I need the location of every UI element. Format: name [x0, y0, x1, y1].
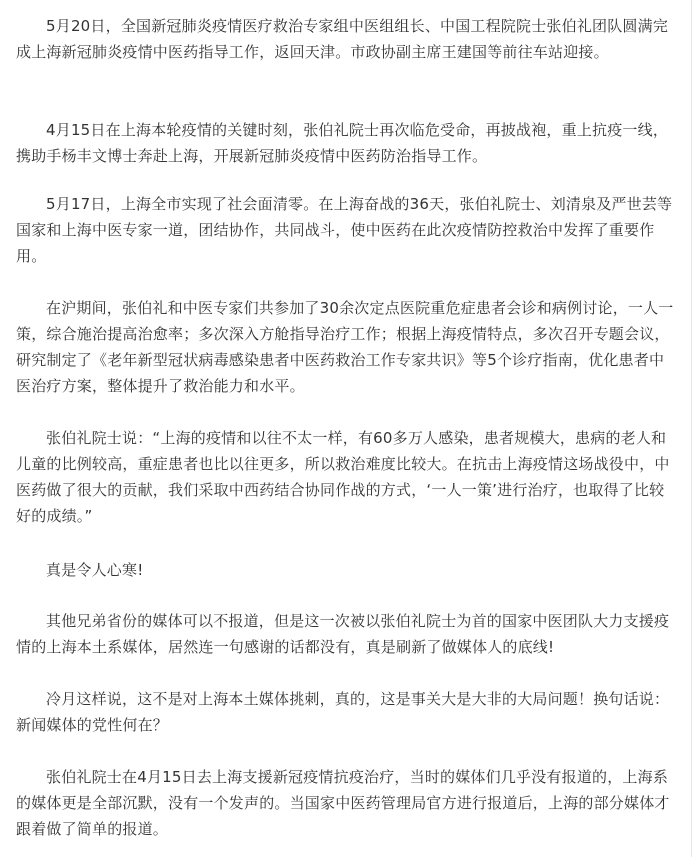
article-paragraph: 在沪期间，张伯礼和中医专家们共参加了30余次定点医院重危症患者会诊和病例讨论，一人一策，综合施治提高治愈率；多次深入方舱指导治疗工作；根据上海疫情特点，多次召开专题会议，研究制定了《老年新型冠状病毒感染患者中医药救治工作专家共识》等5个诊疗指南，优化患者中医治疗方案，整体提升了救治能力和水平。 [16, 299, 674, 395]
article-paragraph: 5月17日，上海全市实现了社会面清零。在上海奋战的36天，张伯礼院士、刘清泉及严世芸等国家和上海中医专家一道，团结协作，共同战斗，使中医药在此次疫情防控救治中发挥了重要作用。 [16, 195, 673, 265]
article-paragraph: 4月15日在上海本轮疫情的关键时刻，张伯礼院士再次临危受命，再披战袍，重上抗疫一线，携助手杨丰文博士奔赴上海，开展新冠肺炎疫情中医药防治指导工作。 [16, 121, 669, 165]
article-paragraph: 张伯礼院士说：“上海的疫情和以往不太一样，有60多万人感染，患者规模大，患病的老人和儿童的比例较高，重症患者也比以往更多，所以救治难度比较大。在抗击上海疫情这场战役中，中医药做了很大的贡献，我们采取中西药结合协同作战的方式，‘一人一策’进行治疗，也取得了比较好的成绩。” [16, 429, 670, 525]
article-paragraph: 张伯礼院士在4月15日去上海支援新冠疫情抗疫治疗，当时的媒体们几乎没有报道的，上海系的媒体更是全部沉默，没有一个发声的。当国家中医药管理局官方进行报道后，上海的部分媒体才跟着做了简单的报道。 [16, 768, 670, 838]
article-paragraph: 冷月这样说，这不是对上海本土媒体挑刺，真的，这是事关大是大非的大局问题！换句话说：新闻媒体的党性何在？ [16, 690, 670, 734]
article-paragraph: 真是令人心寒! [46, 561, 144, 579]
article-paragraph: 其他兄弟省份的媒体可以不报道，但是这一次被以张伯礼院士为首的国家中医团队大力支援疫情的上海本土系媒体，居然连一句感谢的话都没有，真是刷新了做媒体人的底线! [16, 612, 670, 656]
article-paragraph: 5月20日，全国新冠肺炎疫情医疗救治专家组中医组组长、中国工程院院士张伯礼团队圆满完成上海新冠肺炎疫情中医药指导工作，返回天津。市政协副主席王建国等前往车站迎接。 [16, 17, 669, 61]
